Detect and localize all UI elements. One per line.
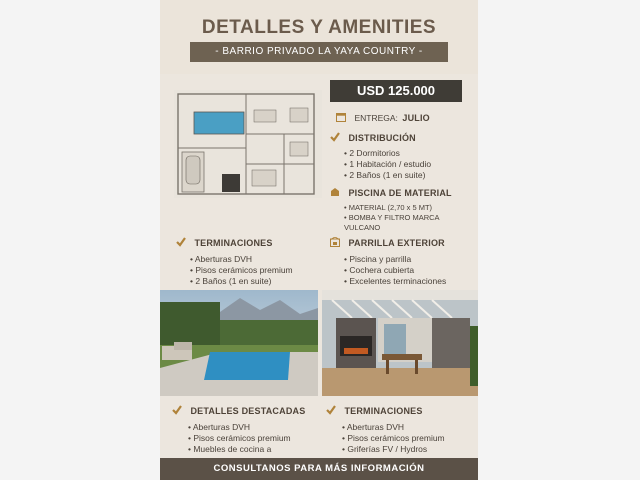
grill-photo xyxy=(322,290,478,396)
price-badge: USD 125.000 xyxy=(330,80,462,102)
list-item: • Cochera cubierta xyxy=(344,265,415,275)
car-shape xyxy=(186,156,200,184)
list-item: • MATERIAL (2,70 x 5 MT) xyxy=(344,203,433,212)
list-item: • Pisos cerámicos premium xyxy=(188,433,291,443)
subtitle-band: - BARRIO PRIVADO LA YAYA COUNTRY - xyxy=(190,42,448,62)
entrega-label: ENTREGA: xyxy=(354,113,398,123)
entrega-value: JULIO xyxy=(402,113,430,123)
check-icon xyxy=(326,405,336,415)
flyer xyxy=(160,0,478,480)
list-item: • Aberturas DVH xyxy=(342,422,405,432)
distribucion-title: DISTRIBUCIÓN xyxy=(348,133,416,143)
terminaciones-2-section xyxy=(326,401,445,455)
detalles-title: DETALLES DESTACADAS xyxy=(190,406,306,416)
check-icon xyxy=(330,132,340,142)
floor-plan xyxy=(174,90,322,198)
piscina-title: PISCINA DE MATERIAL xyxy=(348,188,452,198)
entrega-row xyxy=(336,108,430,126)
house-icon xyxy=(330,187,340,197)
parrilla-section xyxy=(330,233,446,287)
list-item: • Piscina y parrilla xyxy=(344,254,412,264)
header xyxy=(160,0,478,74)
terminaciones-title: TERMINACIONES xyxy=(194,238,273,248)
list-item: • Muebles de cocina a xyxy=(188,444,272,454)
page-title: DETALLES Y AMENITIES xyxy=(201,17,437,38)
list-item: • Excelentes terminaciones xyxy=(344,276,447,286)
terminaciones-section xyxy=(176,233,293,287)
list-item: • 2 Dormitorios xyxy=(344,148,400,158)
list-item: • Aberturas DVH xyxy=(188,422,251,432)
list-item: • Aberturas DVH xyxy=(190,254,253,264)
list-item: • 2 Baños (1 en suite) xyxy=(344,170,426,180)
parrilla-title: PARRILLA EXTERIOR xyxy=(348,238,445,248)
check-icon xyxy=(172,405,182,415)
pool-shape xyxy=(194,112,244,134)
list-item: • Pisos cerámicos premium xyxy=(342,433,445,443)
calendar-icon xyxy=(336,112,346,122)
grill-icon xyxy=(330,237,340,247)
cta-band: CONSULTANOS PARA MÁS INFORMACIÓN xyxy=(160,458,478,480)
list-item: • 2 Baños (1 en suite) xyxy=(190,276,272,286)
grill-area xyxy=(222,174,240,192)
list-item: • Griferías FV / Hydros xyxy=(342,444,428,454)
check-icon xyxy=(176,237,186,247)
list-item: • BOMBA Y FILTRO MARCA xyxy=(344,213,440,222)
piscina-section xyxy=(330,183,452,233)
distribucion-section xyxy=(330,128,431,181)
list-item: • 1 Habitación / estudio xyxy=(344,159,432,169)
list-item: VULCANO xyxy=(344,223,381,232)
list-item: • Pisos cerámicos premium xyxy=(190,265,293,275)
detalles-section xyxy=(172,401,305,455)
terminaciones-2-title: TERMINACIONES xyxy=(344,406,423,416)
pool-photo xyxy=(160,290,318,396)
